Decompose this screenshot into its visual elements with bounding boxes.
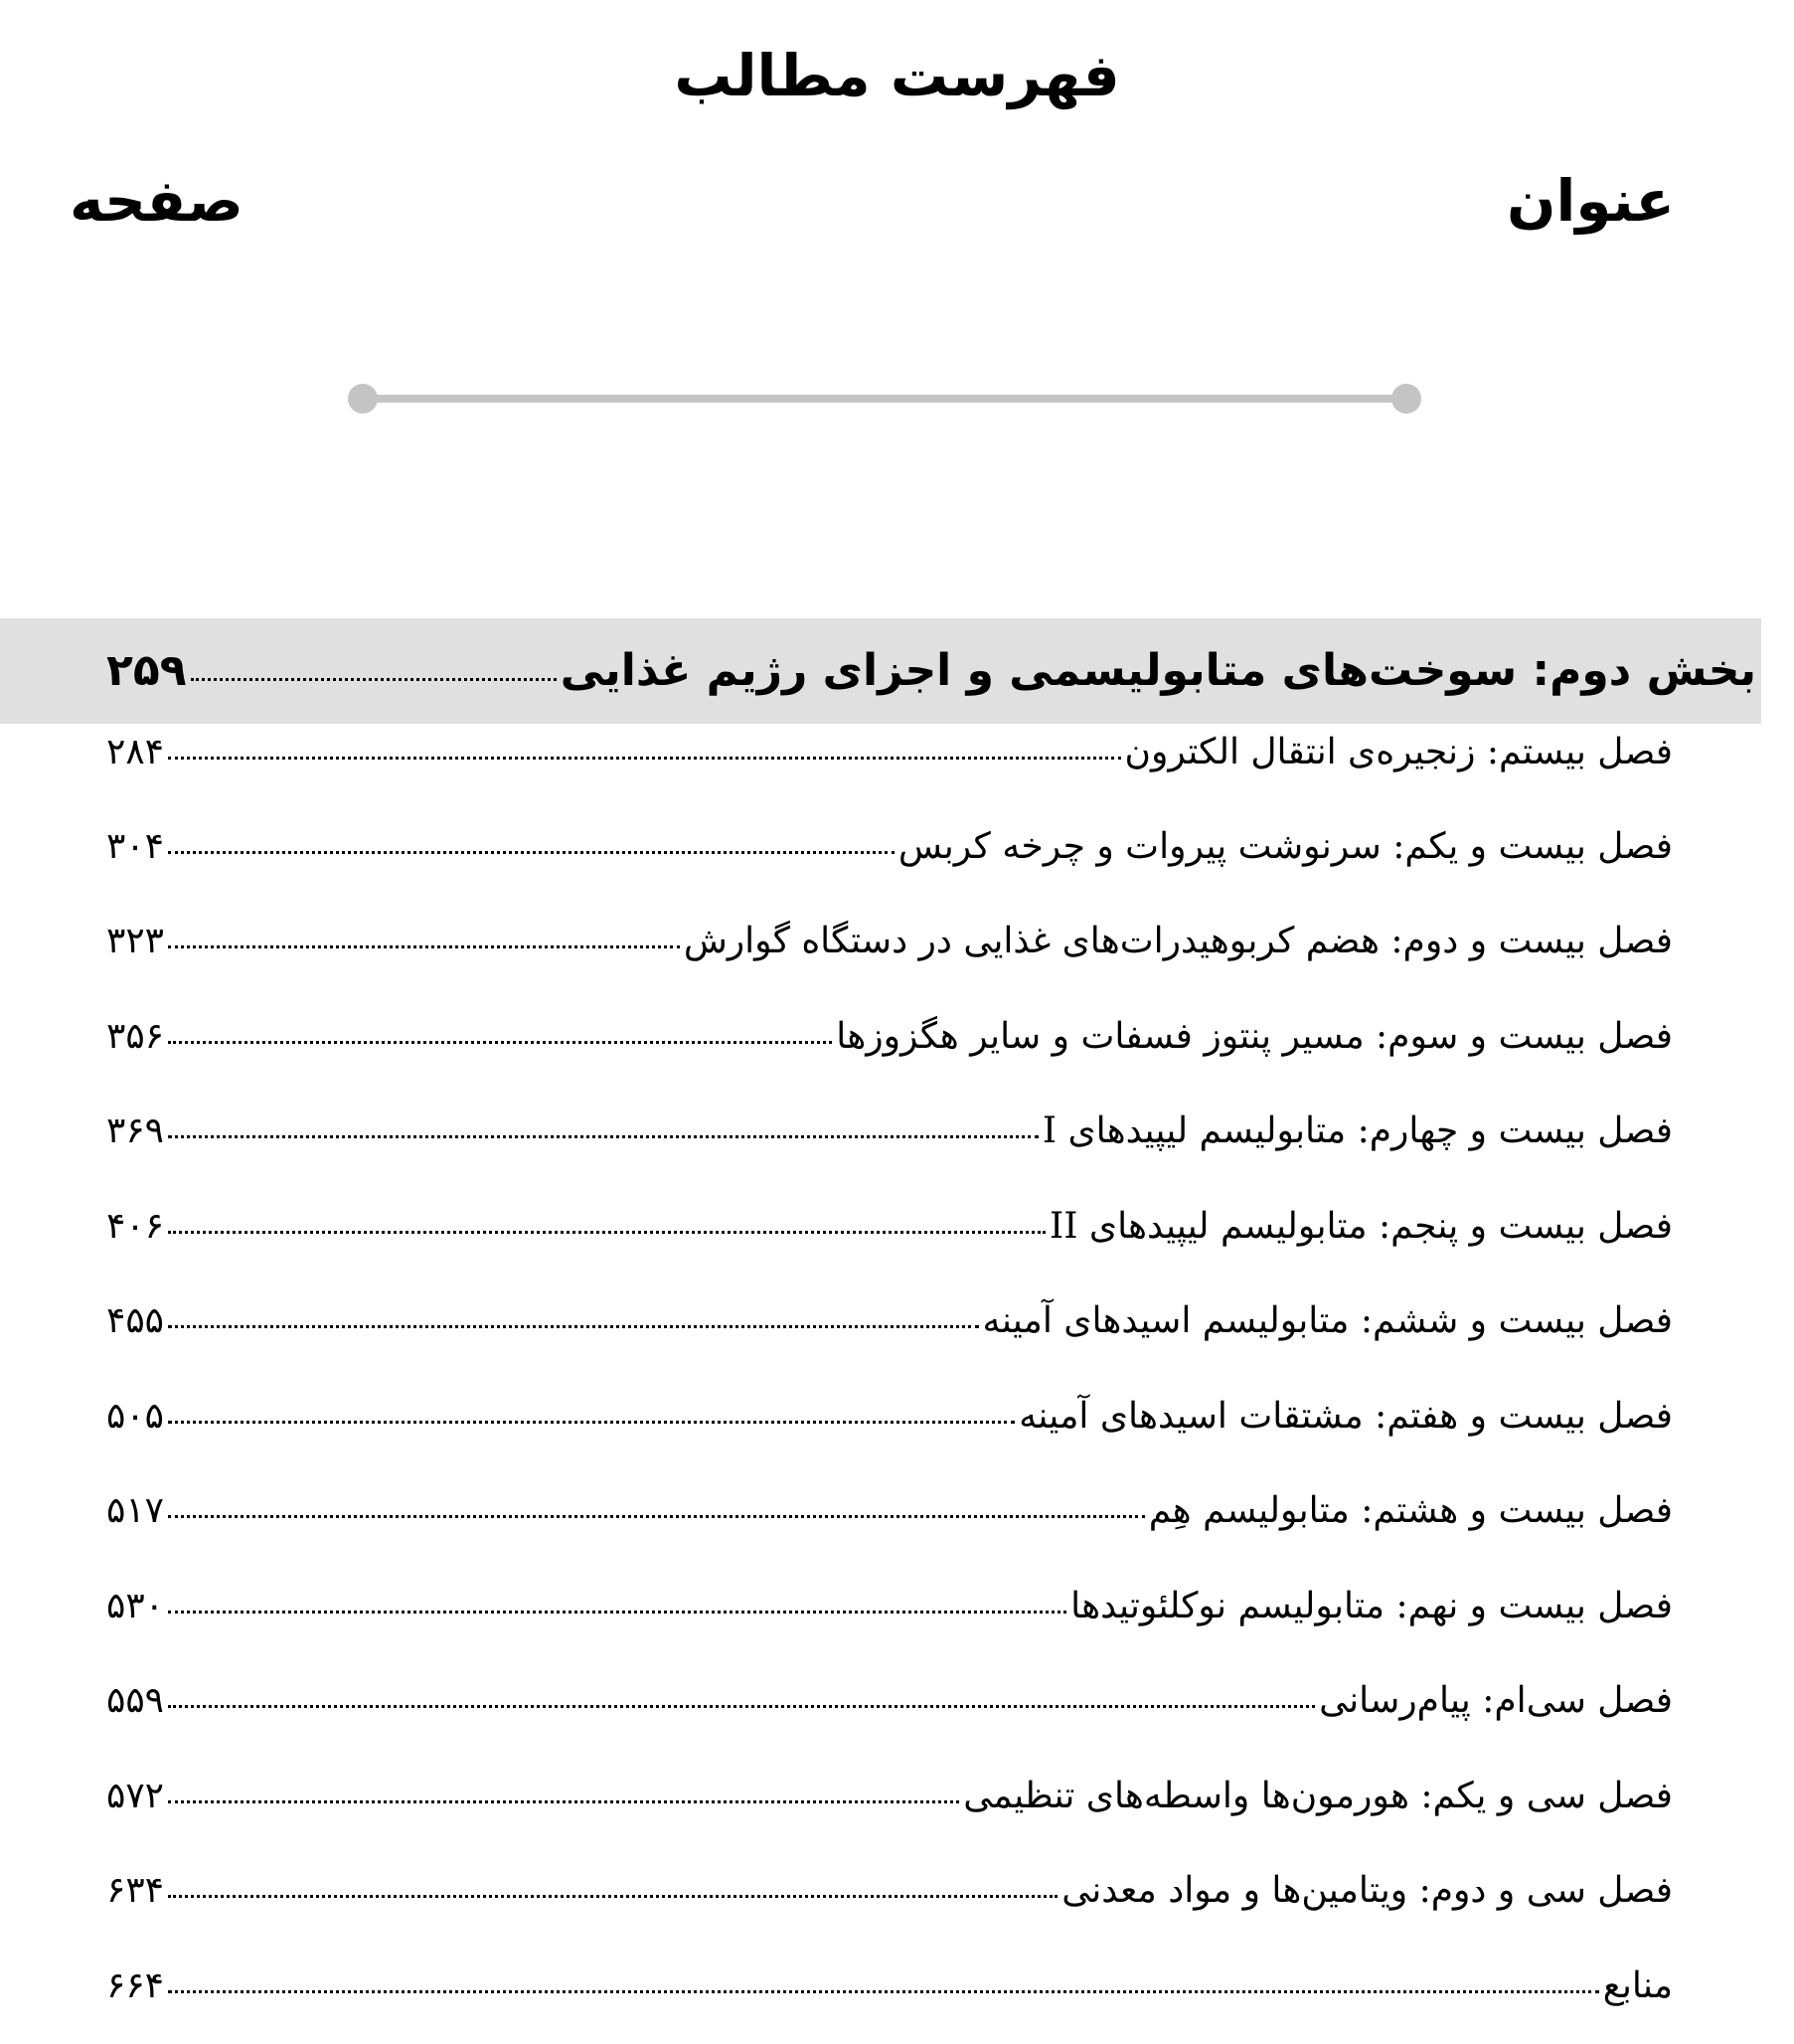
toc-entry-title: فصل بیست و سوم: مسیر پنتوز فسفات و سایر هگزوزها [836, 1016, 1673, 1057]
toc-entry-page: ۴۵۵ [106, 1300, 165, 1341]
toc-chapter-entry[interactable] [106, 1002, 1673, 1072]
dot-leader [168, 1041, 832, 1044]
dot-leader [168, 1611, 1066, 1614]
toc-entry-page: ۵۱۷ [106, 1490, 165, 1531]
toc-entry-title: فصل بیست و هفتم: مشتقات اسیدهای آمینه [1019, 1396, 1673, 1437]
toc-chapter-entry[interactable] [106, 907, 1673, 976]
dot-leader [168, 1231, 1046, 1234]
toc-entry-title: فصل بیستم: زنجیره‌ی انتقال الکترون [1124, 732, 1673, 772]
toc-entry-page: ۵۵۹ [106, 1680, 165, 1721]
toc-chapter-entry[interactable] [106, 1476, 1673, 1546]
toc-entry-title: فصل بیست و چهارم: متابولیسم لیپیدهای I [1042, 1110, 1673, 1151]
divider-end-dot [1391, 384, 1421, 414]
toc-entry-title: بخش دوم: سوخت‌های متابولیسمی و اجزای رژیم غذایی [560, 645, 1756, 696]
dot-leader [168, 1895, 1058, 1898]
toc-entry-title: فصل بیست و پنجم: متابولیسم لیپیدهای II [1050, 1206, 1673, 1247]
toc-chapter-entry[interactable] [106, 1666, 1673, 1736]
dot-leader [168, 757, 1121, 760]
toc-entry-page: ۲۵۹ [106, 645, 187, 696]
toc-entry-page: ۶۶۴ [106, 1965, 165, 2006]
dot-leader [191, 678, 557, 681]
toc-entry-page: ۴۰۶ [106, 1206, 165, 1247]
column-header-title: عنوان [1506, 167, 1675, 235]
toc-part-entry[interactable] [106, 626, 1756, 716]
dot-leader [168, 1705, 1315, 1708]
toc-entry-page: ۶۳۴ [106, 1870, 165, 1911]
toc-chapter-entry[interactable] [106, 1382, 1673, 1451]
toc-entry-page: ۳۵۶ [106, 1016, 165, 1057]
toc-entry-title: فصل بیست و دوم: هضم کربوهیدرات‌های غذایی در دستگاه گوارش [683, 921, 1673, 961]
toc-chapter-entry[interactable] [106, 1762, 1673, 1831]
dot-leader [168, 945, 680, 948]
dot-leader [168, 1421, 1015, 1424]
toc-entry-page: ۳۶۹ [106, 1110, 165, 1151]
toc-entry-title: فصل سی و دوم: ویتامین‌ها و مواد معدنی [1061, 1870, 1673, 1911]
dot-leader [168, 1990, 1599, 1993]
toc-entry-page: ۳۲۳ [106, 921, 165, 961]
toc-entry-title: فصل بیست و نهم: متابولیسم نوکلئوتیدها [1070, 1586, 1673, 1626]
dot-leader [168, 1800, 959, 1803]
toc-entry-title: فصل بیست و یکم: سرنوشت پیروات و چرخه کربس [897, 826, 1673, 867]
decorative-divider [348, 384, 1421, 414]
divider-end-dot [348, 384, 378, 414]
toc-entry-page: ۵۷۲ [106, 1776, 165, 1816]
toc-chapter-entry[interactable] [106, 1286, 1673, 1356]
toc-entry-title: فصل بیست و هشتم: متابولیسم هِم [1148, 1490, 1673, 1531]
toc-chapter-entry[interactable] [106, 1856, 1673, 1926]
toc-entry-title: فصل بیست و ششم: متابولیسم اسیدهای آمینه [982, 1300, 1673, 1341]
toc-chapter-entry[interactable] [106, 1952, 1673, 2021]
toc-entry-title: منابع [1602, 1965, 1673, 2006]
toc-chapter-entry[interactable] [106, 812, 1673, 882]
toc-entry-page: ۳۰۴ [106, 826, 165, 867]
toc-entry-page: ۵۰۵ [106, 1396, 165, 1437]
toc-chapter-entry[interactable] [106, 718, 1673, 787]
dot-leader [168, 1135, 1039, 1138]
column-header-page: صفحه [70, 167, 244, 235]
page-title: فهرست مطالب [674, 42, 1120, 109]
toc-chapter-entry[interactable] [106, 1097, 1673, 1166]
dot-leader [168, 1515, 1145, 1518]
dot-leader [168, 1325, 979, 1328]
toc-chapter-entry[interactable] [106, 1192, 1673, 1262]
toc-entry-page: ۵۳۰ [106, 1586, 165, 1626]
toc-entry-title: فصل سی‌ام: پیام‌رسانی [1319, 1680, 1673, 1721]
toc-chapter-entry[interactable] [106, 1572, 1673, 1641]
divider-line [362, 395, 1407, 403]
toc-entry-title: فصل سی و یکم: هورمون‌ها واسطه‌های تنظیمی [963, 1776, 1673, 1816]
toc-entry-page: ۲۸۴ [106, 732, 165, 772]
dot-leader [168, 851, 895, 854]
